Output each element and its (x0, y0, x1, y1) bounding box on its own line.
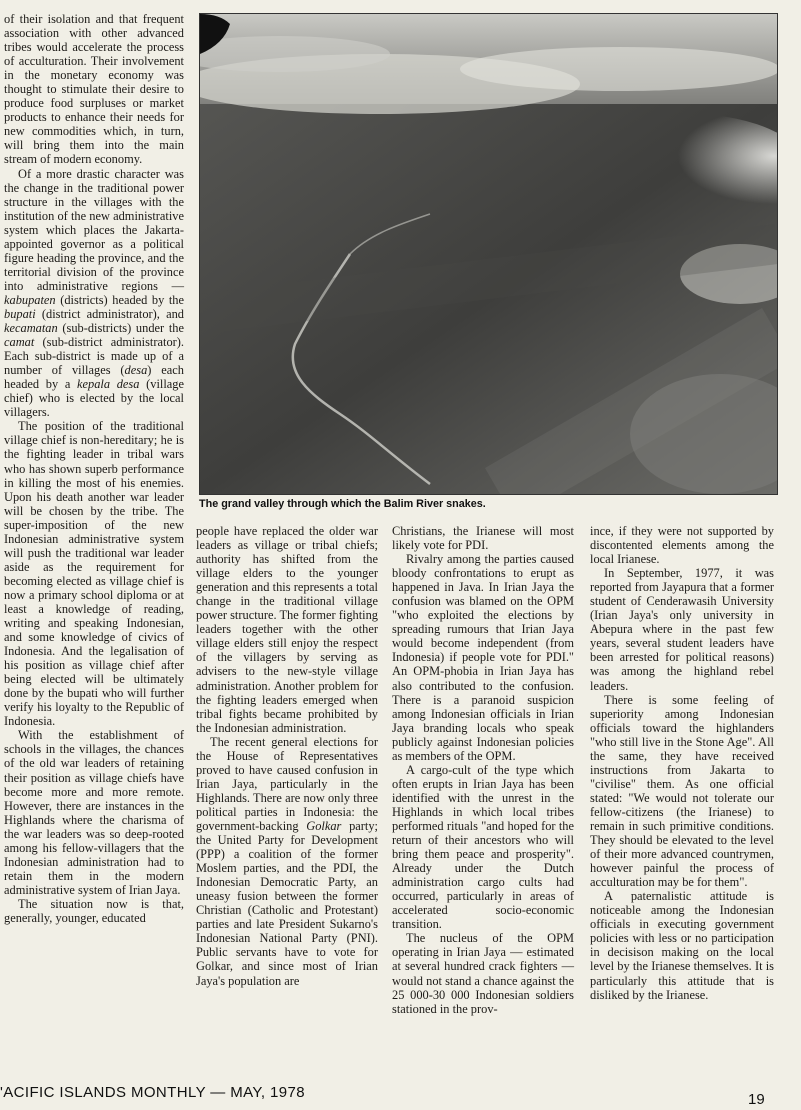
magazine-footer: 'ACIFIC ISLANDS MONTHLY — MAY, 1978 (0, 1084, 306, 1101)
article-column-4 (590, 524, 774, 1002)
text-run: (sub-districts) under the (57, 321, 184, 336)
italic-term: camat (4, 335, 35, 350)
aerial-valley-image (200, 14, 777, 494)
text-run: ) each headed by a (4, 363, 184, 392)
text-run: The recent general elections for the House of Representatives proved to have caused confusion in Irian Jaya, particularly in the Highlands. There are now only three political parties in Indonesia: the government-backing (196, 734, 378, 833)
valley-photo (199, 13, 778, 495)
italic-term: desa (124, 363, 148, 378)
paragraph: There is some feeling of superiority among Indonesian officials toward the highlanders "who still live in the Stone Age". All the same, they have received instructions from Jakarta to "civilise" them. As one official stated: "We would not tolerate our fellow-citizens (the Irianese) to remain in such primitive conditions. They should be elevated to the level of their more advanced countrymen, however painful the process of acculturation may be for them". (590, 692, 774, 890)
italic-term: kecamatan (4, 321, 58, 336)
paragraph: ince, if they were not supported by discontented elements among the local Irianese. (590, 524, 774, 567)
text-run: (sub-district administrator). Each sub-district is made up of a number of villages ( (4, 335, 184, 378)
article-column-2 (196, 524, 378, 988)
paragraph: In September, 1977, it was reported from Jayapura that a former student of Cenderawasih University (Irian Jaya's only university in Abepura where in the past few years, several student leaders have been arrested for political reasons) was among the highland rebel leaders. (590, 566, 774, 693)
paragraph (196, 735, 378, 988)
paragraph: A cargo-cult of the type which often erupts in Irian Jaya has been identified with the unrest in the Highlands in which local tribes performed rituals "and hoped for the return of their ancestors who will bring them peace and prosperity". Already under the Dutch administration cargo cults had occurred, particularly in areas of accelerated socio-economic transition. (392, 762, 574, 932)
text-run: (districts) headed by the (55, 292, 184, 307)
paragraph: The situation now is that, generally, younger, educated (4, 896, 184, 925)
text-run: (district administrator), and (35, 306, 184, 321)
italic-term: bupati (4, 306, 36, 321)
text-run: party; the United Party for Development (PPP) a coalition of the former Moslem parties, and the PDI, the Indonesian Democratic Party, an uneasy fusion between the former Christian (Catholic and Protestant) parties and late President Sukarno's Indonesian National Party (PNI). Public servants have to vote for Golkar, and since most of Irian Jaya's population are (196, 818, 378, 988)
paragraph: people have replaced the older war leaders as village or tribal chiefs; authority has shifted from the village elders to the younger generation and this represents a total change in the traditional village power structure. The former fighting leaders together with the other village elders still enjoy the respect of the villagers by serving as advisers to the new-style village administration. Another problem for the fighting leaders emerged when tribal fights became prohibited by the Indonesian administration. (196, 524, 378, 735)
paragraph: With the establishment of schools in the villages, the chances of the old war leaders of retaining their position as village chiefs have become more and more remote. However, there are instances in the Highlands where the charisma of the war leaders was so deep-rooted among his fellow-villagers that the Indonesian administration had to retain them in the modern administrative system of Irian Jaya. (4, 728, 184, 897)
page-number: 19 (748, 1091, 765, 1108)
article-column-1 (4, 12, 184, 925)
text-run: Of a more drastic character was the change in the traditional power structure in the villages with the institution of the new administrative system which places the Jakarta-appointed governor as a political figure heading the province, and the territorial division of the province into administrative regions — (4, 166, 184, 293)
italic-term: Golkar (306, 818, 342, 833)
text-run: (village chief) who is elected by the local villagers. (4, 377, 184, 420)
photo-caption: The grand valley through which the Balim River snakes. (199, 498, 486, 510)
italic-term: kabupaten (4, 292, 56, 307)
italic-term: kepala desa (77, 377, 140, 392)
paragraph: Rivalry among the parties caused bloody confrontations to erupt as happened in Java. In Irian Jaya the confusion was blamed on the OPM "who exploited the elections by spreading rumours that Irian Jaya would become independent (from Indonesia) if people vote for PDI." An OPM-phobia in Irian Jaya has also contributed to the confusion. There is a paranoid suspicion among Indonesian officials in Irian Jaya branding locals who speak publicly against Indonesian policies as members of the OPM. (392, 552, 574, 763)
paragraph (4, 167, 184, 420)
paragraph: The position of the traditional village chief is non-hereditary; he is the fighting leader in tribal wars who has shown superb performance in killing the most of his enemies. Upon his death another war leader will be chosen by the tribe. The super-imposition of the new Indonesian administrative system will push the traditional war leader aside as the requirement for becoming elected as village chief is now a primary school diploma or at least a knowledge of reading, writing and speaking Indonesian, and some knowledge of civics of Indonesia. And the legalisation of his position as village chief after being elected will be ultimately done by the bupati who will further verify his loyalty to the Republic of Indonesia. (4, 419, 184, 729)
paragraph: Christians, the Irianese will most likely vote for PDI. (392, 524, 574, 553)
paragraph: A paternalistic attitude is noticeable among the Indonesian officials in executing government policies with less or no participation in decisison making on the local level by the Irianese themselves. It is particularly this attitude that is disliked by the Irianese. (590, 889, 774, 1002)
paragraph: of their isolation and that frequent association with other advanced tribes would accelerate the process of acculturation. Their involvement in the monetary economy was thought to stimulate their desire to produce food surpluses or market products to enhance their needs for new commodities which, in turn, will bring them into the main stream of modern economy. (4, 12, 184, 167)
article-column-3 (392, 524, 574, 1016)
paragraph: The nucleus of the OPM operating in Irian Jaya — estimated at several hundred crack fighters — would not stand a chance against the 25 000-30 000 Indonesian soldiers stationed in the prov- (392, 931, 574, 1016)
